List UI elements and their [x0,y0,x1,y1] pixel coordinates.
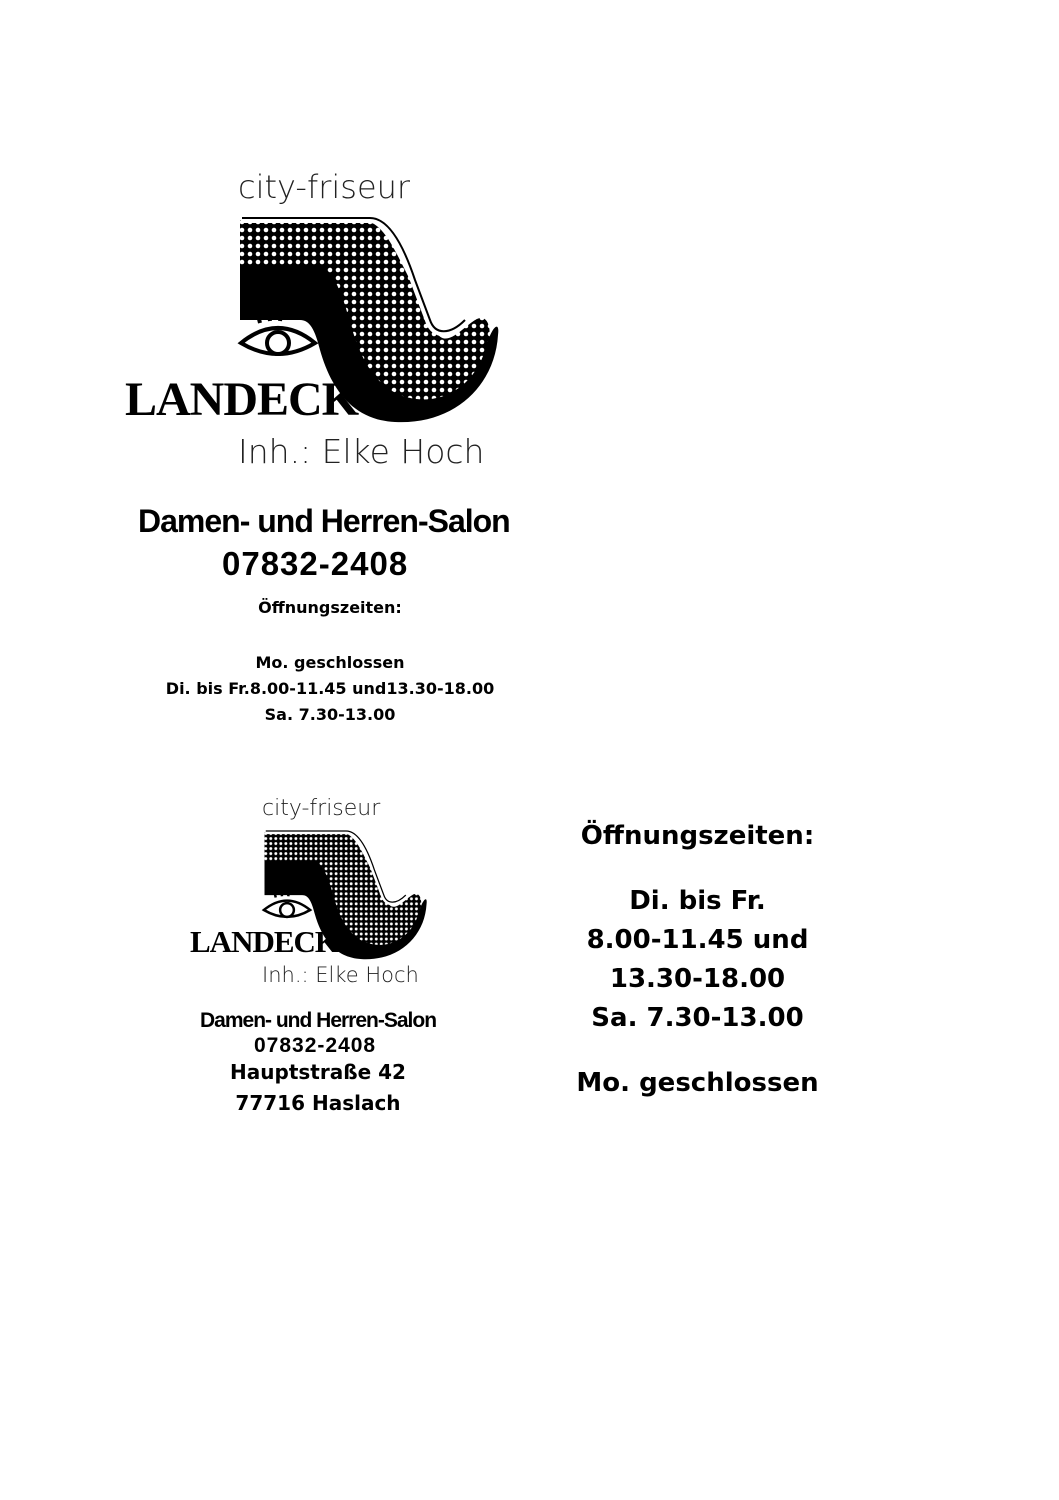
logo-owner: Inh.: Elke Hoch [262,963,419,987]
hours-line: 13.30-18.00 [609,964,786,994]
eye-icon [238,305,318,365]
city-address: 77716 Haslach [235,1091,401,1115]
logo-owner: Inh.: Elke Hoch [238,432,485,471]
phone-number: 07832-2408 [254,1034,377,1057]
hours-heading: Öffnungszeiten: [258,598,402,617]
street-address: Hauptstraße 42 [230,1060,406,1084]
salon-name: Damen- und Herren-Salon [138,503,510,539]
opening-hours-small [140,598,520,728]
hours-line: Mo. geschlossen [255,653,405,672]
logo-brand: LANDECK [125,373,359,426]
hours-line: 8.00-11.45 und [586,925,809,955]
hours-heading: Öffnungszeiten: [580,821,815,851]
closed-notice: Mo. geschlossen [576,1068,819,1098]
hours-line: Sa. 7.30-13.00 [591,1003,804,1033]
phone-number: 07832-2408 [222,545,409,582]
eye-icon [262,886,312,924]
opening-hours-large [540,816,855,1103]
salon-name: Damen- und Herren-Salon [200,1009,437,1032]
hours-line: Sa. 7.30-13.00 [264,705,396,724]
logo-tagline: city-friseur [238,168,411,206]
hours-line: Di. bis Fr. [629,886,766,916]
logo-tagline: city-friseur [262,796,381,821]
hours-line: Di. bis Fr.8.00-11.45 und13.30-18.00 [165,679,495,698]
logo-brand: LANDECK [190,924,339,959]
